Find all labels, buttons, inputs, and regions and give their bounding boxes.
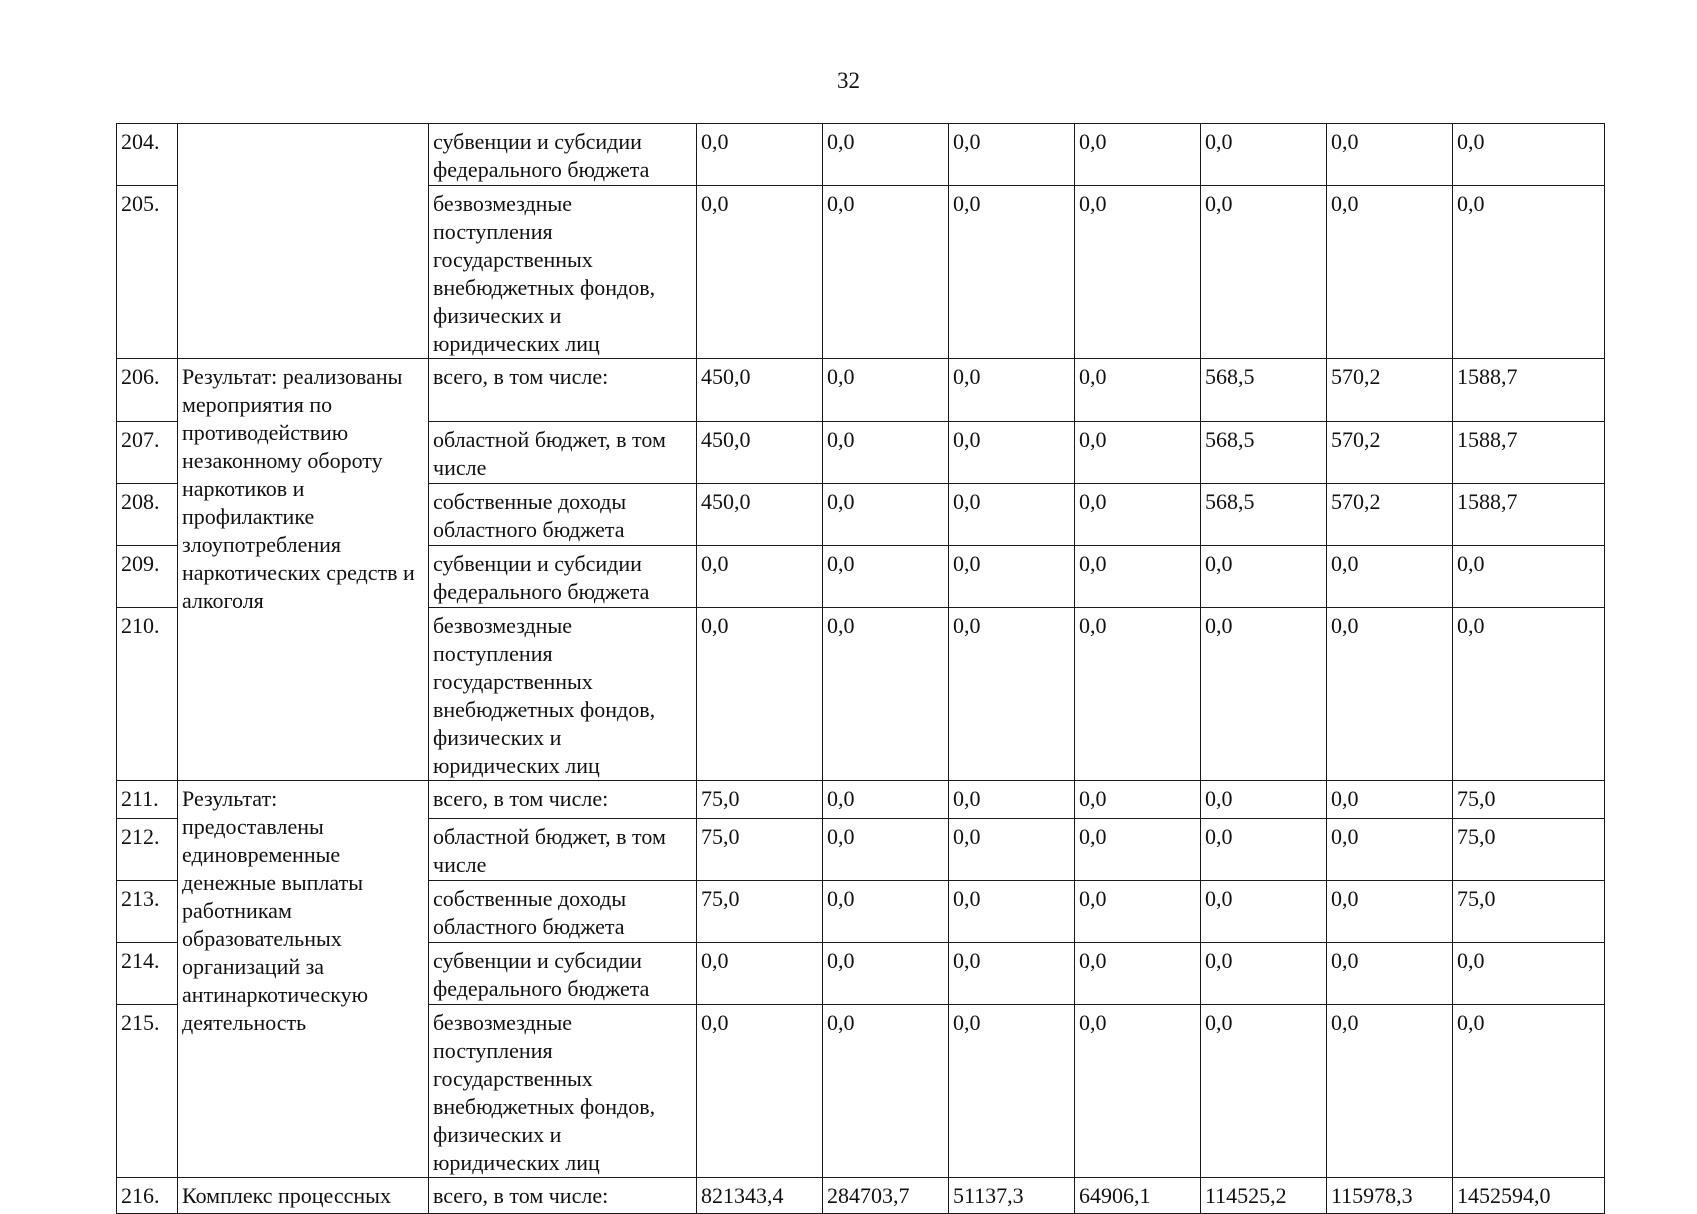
value-cell: 0,0 [823,359,949,422]
value-cell: 0,0 [1453,124,1605,186]
funding-source: областной бюджет, в том числе [429,819,697,881]
value-cell: 0,0 [823,422,949,484]
row-number: 212. [117,819,178,881]
funding-source: областной бюджет, в том числе [429,422,697,484]
funding-source: собственные доходы областного бюджета [429,881,697,943]
value-cell: 0,0 [1327,1005,1453,1178]
value-cell: 75,0 [697,881,823,943]
row-number: 205. [117,186,178,359]
value-cell: 0,0 [823,546,949,608]
value-cell: 0,0 [949,781,1075,819]
value-cell: 0,0 [1075,124,1201,186]
value-cell: 0,0 [1201,1005,1327,1178]
value-cell: 51137,3 [949,1178,1075,1214]
value-cell: 0,0 [1075,819,1201,881]
value-cell: 568,5 [1201,359,1327,422]
value-cell: 0,0 [697,943,823,1005]
value-cell: 0,0 [1075,1005,1201,1178]
value-cell: 1588,7 [1453,422,1605,484]
value-cell: 115978,3 [1327,1178,1453,1214]
funding-source: безвозмездные поступления государственных внебюджетных фондов, физических и юридических лиц [429,186,697,359]
value-cell: 0,0 [823,124,949,186]
row-number: 207. [117,422,178,484]
value-cell: 450,0 [697,359,823,422]
value-cell: 0,0 [1075,881,1201,943]
funding-source: субвенции и субсидии федерального бюджета [429,546,697,608]
page-number: 32 [837,68,860,93]
value-cell: 0,0 [1201,124,1327,186]
value-cell: 0,0 [1075,943,1201,1005]
result-description: Комплекс процессных [178,1178,429,1214]
result-description: Результат: предоставлены единовременные денежные выплаты работникам образовательных организаций за антинаркотическую деятельность [178,781,429,1178]
row-number: 208. [117,484,178,546]
budget-table [116,123,1605,1214]
value-cell: 0,0 [823,484,949,546]
value-cell: 0,0 [1201,546,1327,608]
value-cell: 0,0 [949,422,1075,484]
value-cell: 114525,2 [1201,1178,1327,1214]
value-cell: 75,0 [1453,781,1605,819]
value-cell: 450,0 [697,422,823,484]
value-cell: 0,0 [1075,422,1201,484]
funding-source: всего, в том числе: [429,1178,697,1214]
value-cell: 450,0 [697,484,823,546]
value-cell: 0,0 [823,943,949,1005]
table-row [117,124,1605,186]
funding-source: всего, в том числе: [429,359,697,422]
value-cell: 0,0 [1201,943,1327,1005]
value-cell: 0,0 [823,881,949,943]
value-cell: 75,0 [697,819,823,881]
value-cell: 0,0 [697,1005,823,1178]
value-cell: 0,0 [949,359,1075,422]
funding-source: собственные доходы областного бюджета [429,484,697,546]
value-cell: 0,0 [697,608,823,781]
value-cell: 0,0 [1327,608,1453,781]
value-cell: 0,0 [1075,546,1201,608]
value-cell: 1452594,0 [1453,1178,1605,1214]
value-cell: 0,0 [1075,608,1201,781]
value-cell: 0,0 [1201,819,1327,881]
value-cell: 0,0 [1201,781,1327,819]
value-cell: 0,0 [949,186,1075,359]
value-cell: 0,0 [949,546,1075,608]
result-description [178,124,429,359]
value-cell: 570,2 [1327,484,1453,546]
row-number: 213. [117,881,178,943]
value-cell: 0,0 [1201,881,1327,943]
value-cell: 0,0 [1327,881,1453,943]
row-number: 211. [117,781,178,819]
row-number: 215. [117,1005,178,1178]
value-cell: 0,0 [697,546,823,608]
value-cell: 0,0 [949,484,1075,546]
row-number: 216. [117,1178,178,1214]
value-cell: 0,0 [1327,546,1453,608]
value-cell: 0,0 [1075,781,1201,819]
value-cell: 75,0 [1453,881,1605,943]
value-cell: 0,0 [1075,484,1201,546]
value-cell: 0,0 [1075,359,1201,422]
value-cell: 0,0 [949,819,1075,881]
funding-source: субвенции и субсидии федерального бюджета [429,124,697,186]
table-row [117,359,1605,422]
value-cell: 570,2 [1327,359,1453,422]
table-row [117,1178,1605,1214]
value-cell: 0,0 [1453,943,1605,1005]
value-cell: 0,0 [949,881,1075,943]
value-cell: 0,0 [823,1005,949,1178]
value-cell: 75,0 [1453,819,1605,881]
value-cell: 0,0 [1453,546,1605,608]
value-cell: 0,0 [823,186,949,359]
value-cell: 0,0 [1327,943,1453,1005]
value-cell: 568,5 [1201,422,1327,484]
value-cell: 0,0 [823,781,949,819]
value-cell: 284703,7 [823,1178,949,1214]
result-description: Результат: реализованы мероприятия по противодействию незаконному обороту наркотиков и профилактике злоупотребления наркотических средств и алкоголя [178,359,429,781]
value-cell: 0,0 [1327,186,1453,359]
value-cell: 568,5 [1201,484,1327,546]
table-row [117,781,1605,819]
row-number: 209. [117,546,178,608]
value-cell: 821343,4 [697,1178,823,1214]
value-cell: 0,0 [1327,124,1453,186]
value-cell: 0,0 [697,186,823,359]
row-number: 206. [117,359,178,422]
value-cell: 0,0 [1201,186,1327,359]
value-cell: 0,0 [949,608,1075,781]
funding-source: безвозмездные поступления государственных внебюджетных фондов, физических и юридических лиц [429,608,697,781]
value-cell: 0,0 [1453,186,1605,359]
row-number: 204. [117,124,178,186]
value-cell: 570,2 [1327,422,1453,484]
row-number: 210. [117,608,178,781]
value-cell: 0,0 [949,1005,1075,1178]
value-cell: 0,0 [949,124,1075,186]
row-number: 214. [117,943,178,1005]
funding-source: безвозмездные поступления государственных внебюджетных фондов, физических и юридических лиц [429,1005,697,1178]
funding-source: субвенции и субсидии федерального бюджета [429,943,697,1005]
value-cell: 0,0 [1327,781,1453,819]
value-cell: 0,0 [823,608,949,781]
value-cell: 0,0 [949,943,1075,1005]
value-cell: 0,0 [1201,608,1327,781]
value-cell: 1588,7 [1453,359,1605,422]
value-cell: 0,0 [1453,1005,1605,1178]
value-cell: 64906,1 [1075,1178,1201,1214]
funding-source: всего, в том числе: [429,781,697,819]
value-cell: 0,0 [823,819,949,881]
value-cell: 0,0 [1327,819,1453,881]
value-cell: 1588,7 [1453,484,1605,546]
value-cell: 75,0 [697,781,823,819]
value-cell: 0,0 [1453,608,1605,781]
value-cell: 0,0 [697,124,823,186]
value-cell: 0,0 [1075,186,1201,359]
